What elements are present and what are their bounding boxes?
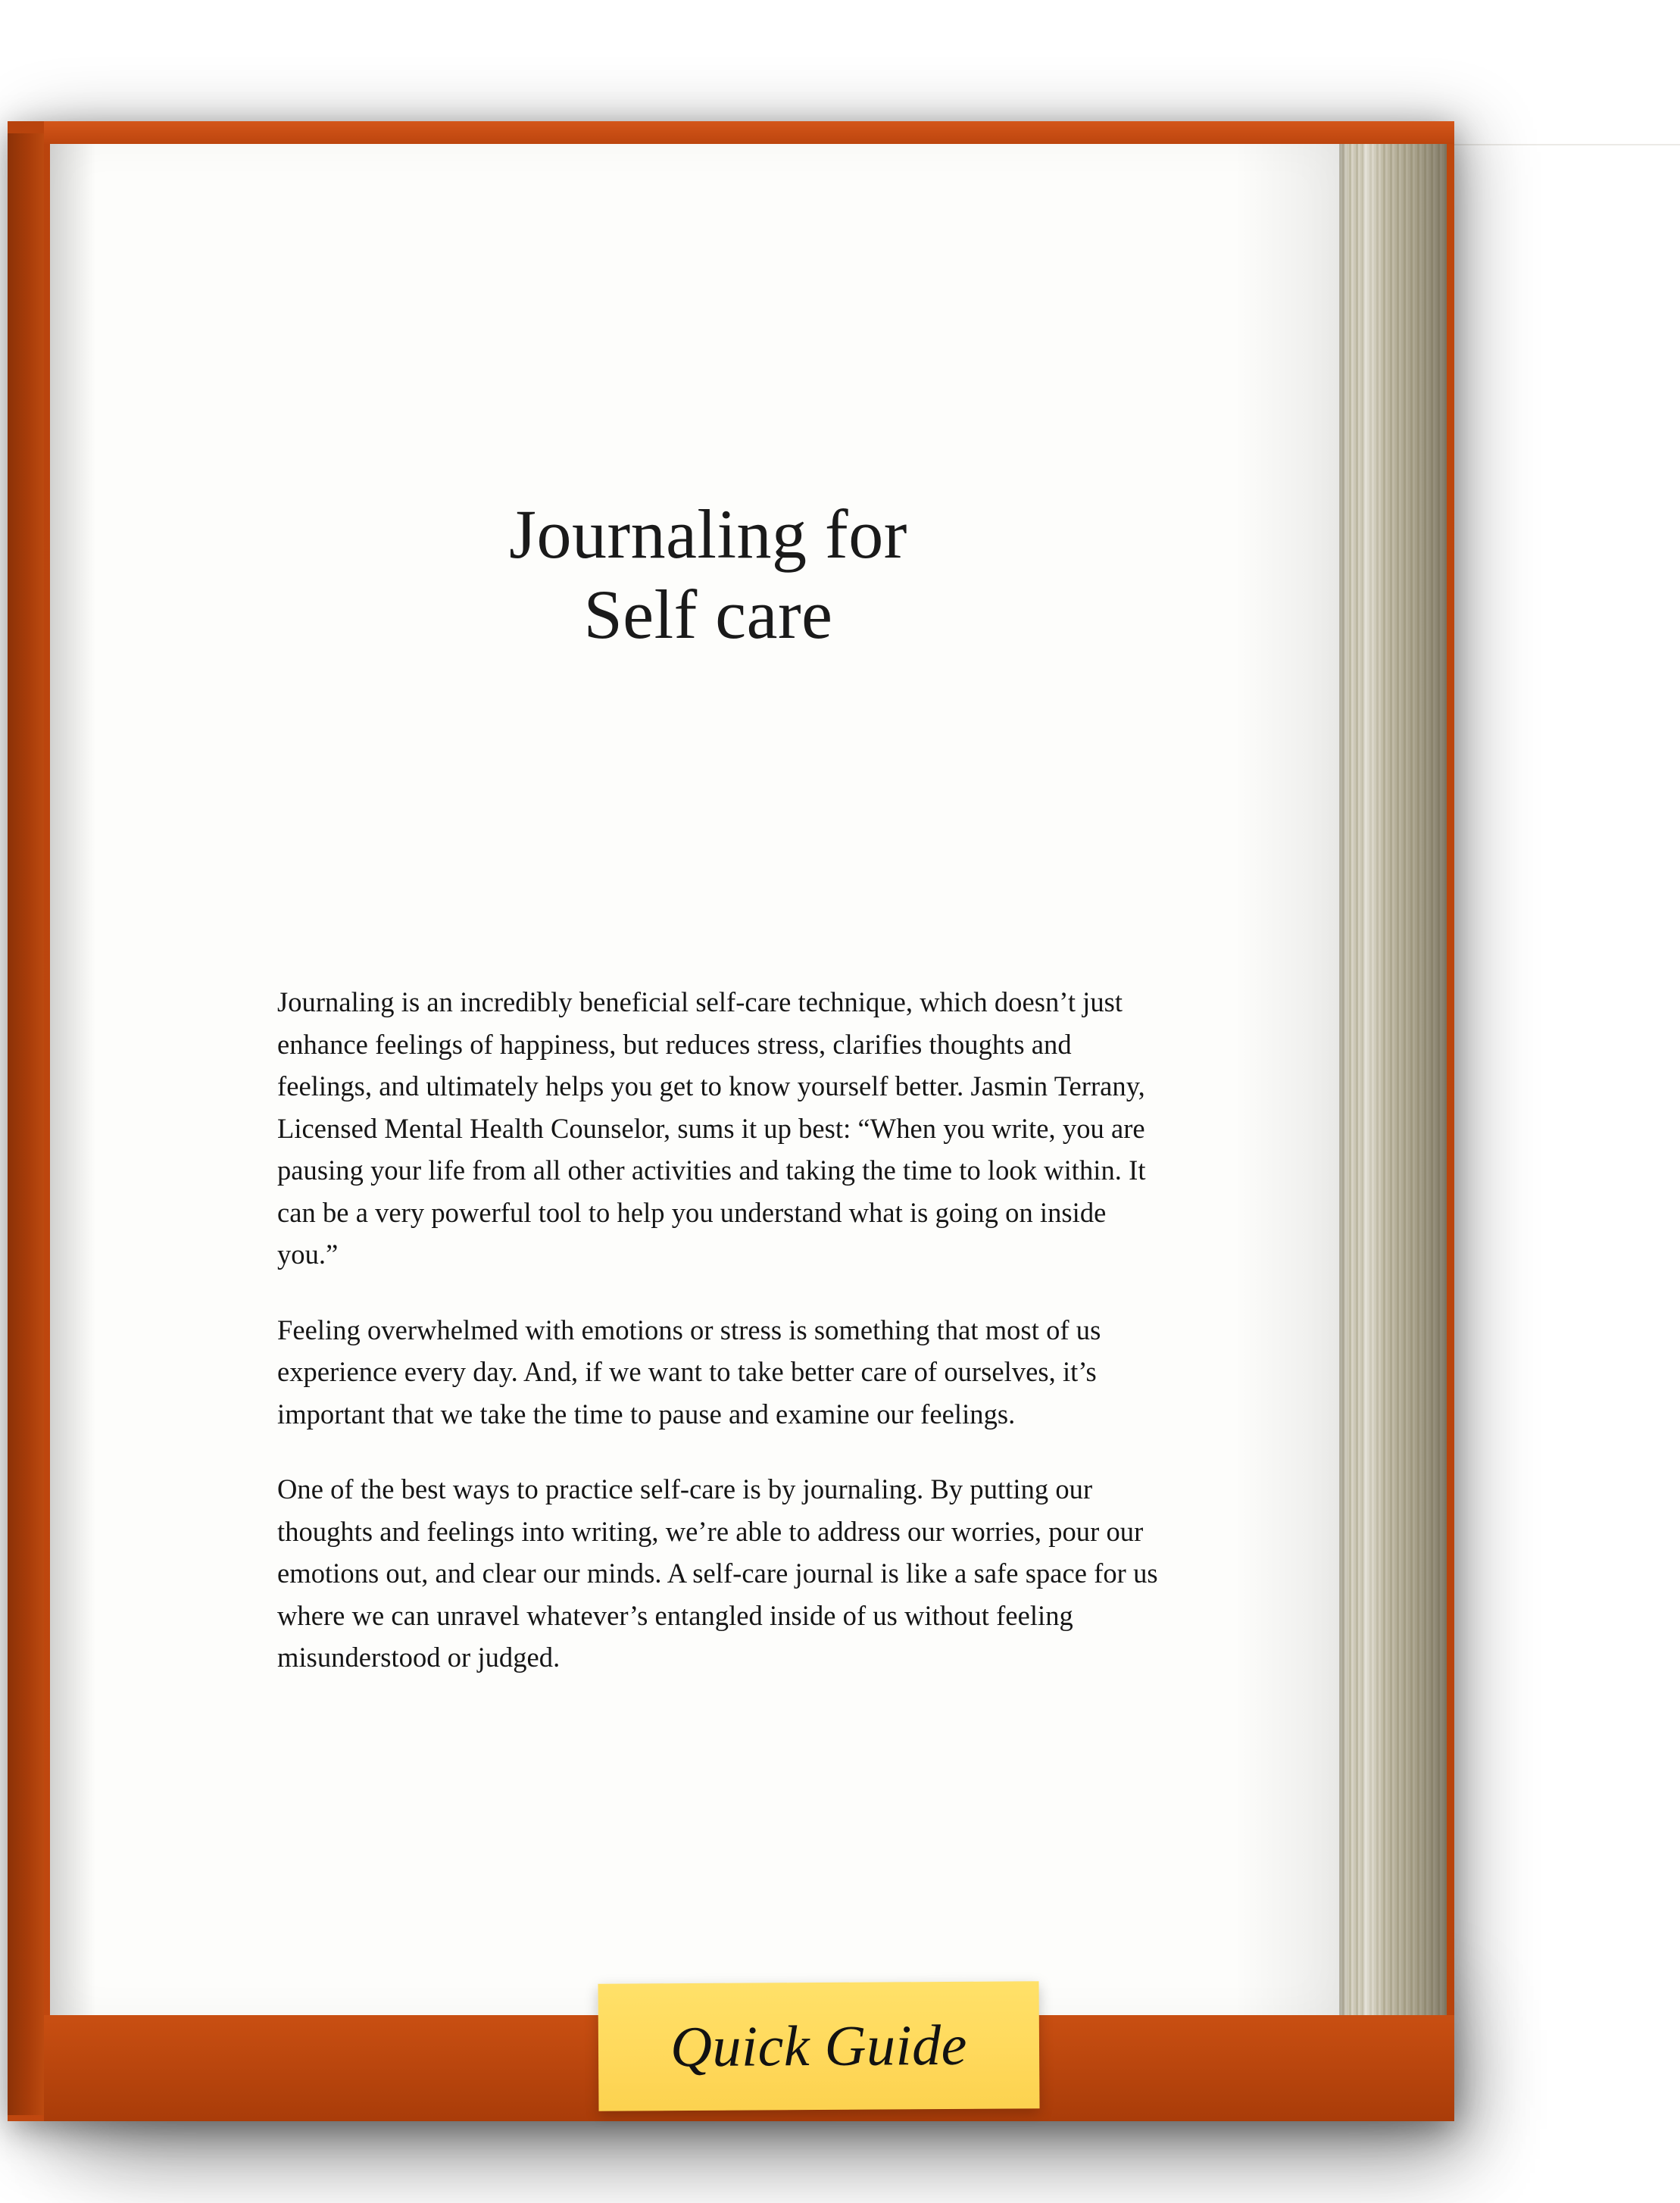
cover-top-edge [44,121,1454,144]
background-hairline [1439,144,1680,145]
page-block-shading [1333,144,1447,2015]
body-paragraph-3: One of the best ways to practice self-care is by journaling. By putting our thoughts and feelings into writing, we’re able to address our worries, pour our emotions out, and clear our minds. A self-care journal is like a safe space for us where we can unravel whatever’s entangled inside of us without feeling misunderstood or judged. [277,1473,1158,1673]
page-title-line-2: Self care [583,576,833,654]
page-title [394,494,1023,655]
quick-guide-sticker [598,1981,1039,2111]
body-text-column [277,981,1165,1679]
page-block-highlight [1363,144,1383,2015]
body-paragraph-1: Journaling is an incredibly beneficial self-care technique, which doesn’t just enhance feelings of happiness, but reduces stress, clarifies thoughts and feelings, and ultimately helps you get to know yourself better. Jasmin Terrany, Licensed Mental Health Counselor, sums it up best: “When you write, you are pausing your life from all other activities and taking the time to look within. It can be a very powerful tool to help you understand what is going on inside you.” [277,986,1146,1270]
quick-guide-label: Quick Guide [670,2013,968,2079]
page-title-line-1: Journaling for [509,495,907,573]
body-paragraph-2: Feeling overwhelmed with emotions or stress is something that most of us experience every day. And, if we want to take better care of ourselves, it’s important that we take the time to pause and examine our feelings. [277,1314,1101,1430]
book-spine [8,133,44,2115]
